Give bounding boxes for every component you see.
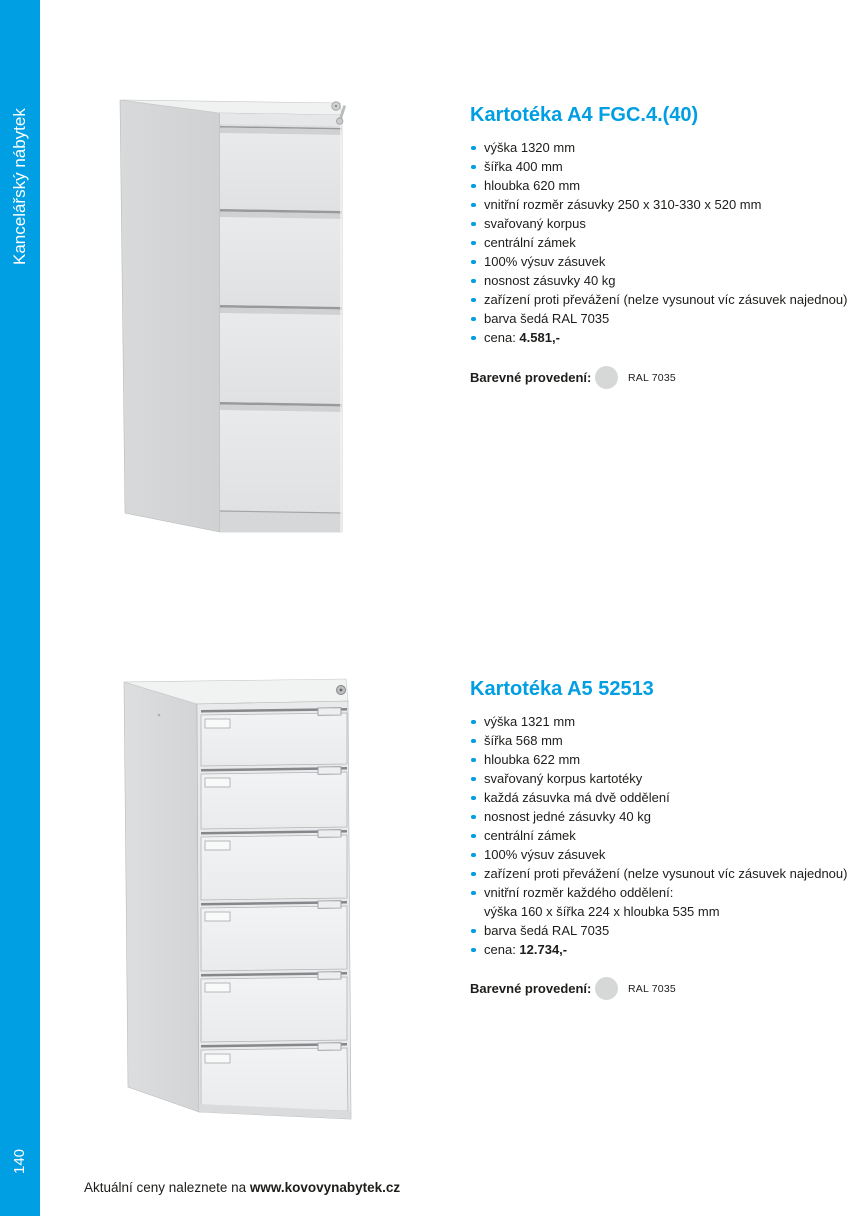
drawer-label-holder xyxy=(205,1054,230,1063)
drawer-handle xyxy=(318,901,341,909)
drawer-label-holder xyxy=(205,912,230,921)
product-image-cabinet-a5 xyxy=(104,671,389,1123)
spec-text: šířka 568 mm xyxy=(484,733,563,748)
spec-text: svařovaný korpus xyxy=(484,216,586,231)
spec-item xyxy=(470,864,860,883)
bullet-icon xyxy=(471,279,476,284)
drawer xyxy=(201,830,347,900)
bullet-icon xyxy=(471,815,476,820)
spec-item xyxy=(470,252,860,271)
bullet-icon xyxy=(471,834,476,839)
spec-text: zařízení proti převážení (nelze vysunout víc zásuvek najednou) xyxy=(484,866,848,881)
bullet-icon xyxy=(471,184,476,189)
drawer-handle xyxy=(318,830,341,838)
drawer xyxy=(201,767,347,829)
cabinet-side xyxy=(124,682,199,1112)
spec-text: vnitřní rozměr zásuvky 250 x 310-330 x 520 mm xyxy=(484,197,762,212)
drawer-label-holder xyxy=(205,719,230,728)
spec-item xyxy=(470,826,860,845)
ral-7035-name: RAL 7035 xyxy=(628,371,676,384)
spec-item xyxy=(470,271,860,290)
spec-item xyxy=(470,769,860,788)
spec-item xyxy=(470,807,860,826)
bullet-icon xyxy=(471,853,476,858)
bullet-icon xyxy=(471,203,476,208)
spec-item xyxy=(470,290,860,309)
price-label: cena: xyxy=(484,330,520,345)
spec-list xyxy=(470,712,860,959)
bullet-icon xyxy=(471,720,476,725)
drawer-label-holder xyxy=(205,778,230,787)
spec-text: centrální zámek xyxy=(484,235,576,250)
spec-text: výška 1321 mm xyxy=(484,714,576,729)
drawer-group xyxy=(220,126,342,513)
footer-note xyxy=(84,1179,400,1196)
spec-item xyxy=(470,233,860,252)
lock-icon xyxy=(337,686,346,695)
spec-text: hloubka 622 mm xyxy=(484,752,581,767)
cabinet-top-rail xyxy=(220,113,342,126)
bullet-icon xyxy=(471,948,476,953)
spec-item xyxy=(470,921,860,940)
price-value: 12.734,- xyxy=(519,942,568,957)
category-sidebar xyxy=(0,0,40,1216)
spec-item xyxy=(470,712,860,731)
drawer-handle xyxy=(318,972,341,980)
price-value: 4.581,- xyxy=(519,330,560,345)
spec-item xyxy=(470,138,860,157)
spec-text: hloubka 620 mm xyxy=(484,178,581,193)
drawer-label-holder xyxy=(205,983,230,992)
spec-item xyxy=(470,195,860,214)
spec-text: barva šedá RAL 7035 xyxy=(484,311,610,326)
price-line xyxy=(470,328,860,347)
drawer-handle xyxy=(318,708,341,716)
page-number: 140 xyxy=(11,1148,28,1174)
bullet-icon xyxy=(471,872,476,877)
drawer-handle xyxy=(318,1043,341,1051)
drawer xyxy=(201,1043,348,1111)
spec-item xyxy=(470,214,860,233)
bullet-icon xyxy=(471,222,476,227)
spec-text: nosnost jedné zásuvky 40 kg xyxy=(484,809,651,824)
product-title: Kartotéka A4 FGC.4.(40) xyxy=(470,104,699,126)
bullet-icon xyxy=(471,796,476,801)
spec-text: výška 160 x šířka 224 x hloubka 535 mm xyxy=(484,904,720,919)
drawer xyxy=(201,708,347,766)
bullet-icon xyxy=(471,260,476,265)
spec-item xyxy=(470,157,860,176)
drawer xyxy=(220,209,342,307)
spec-text: centrální zámek xyxy=(484,828,576,843)
spec-text: barva šedá RAL 7035 xyxy=(484,923,610,938)
spec-item xyxy=(470,902,860,921)
drawer xyxy=(220,126,342,211)
lock-icon xyxy=(332,102,340,110)
spec-text: svařovaný korpus kartotéky xyxy=(484,771,643,786)
side-hole xyxy=(158,714,161,717)
product-title: Kartotéka A5 52513 xyxy=(470,678,654,700)
drawer-handle xyxy=(318,767,341,775)
category-label: Kancelářský nábytek xyxy=(10,108,29,265)
drawer xyxy=(220,305,342,404)
bullet-icon xyxy=(471,891,476,896)
bullet-icon xyxy=(471,317,476,322)
bullet-icon xyxy=(471,758,476,763)
price-line xyxy=(470,940,860,959)
drawer xyxy=(201,901,347,971)
color-variant-row xyxy=(470,366,676,389)
spec-list xyxy=(470,138,860,347)
bullet-icon xyxy=(471,929,476,934)
product-section-a5 xyxy=(470,677,860,959)
product-section-a4 xyxy=(470,103,860,347)
drawer xyxy=(220,402,342,513)
spec-text: vnitřní rozměr každého oddělení: xyxy=(484,885,674,900)
bullet-icon xyxy=(471,739,476,744)
bullet-icon xyxy=(471,165,476,170)
spec-text: nosnost zásuvky 40 kg xyxy=(484,273,616,288)
spec-item xyxy=(470,750,860,769)
spec-item xyxy=(470,176,860,195)
product-image-cabinet-a4 xyxy=(108,90,358,535)
ral-7035-swatch xyxy=(595,366,618,389)
cabinet-side xyxy=(120,100,220,532)
bullet-icon xyxy=(471,146,476,151)
color-variant-label: Barevné provedení: xyxy=(470,370,592,385)
spec-text: výška 1320 mm xyxy=(484,140,576,155)
spec-item xyxy=(470,309,860,328)
spec-text: šířka 400 mm xyxy=(484,159,563,174)
bullet-icon xyxy=(471,336,476,341)
spec-text: zařízení proti převážení (nelze vysunout víc zásuvek najednou) xyxy=(484,292,848,307)
ral-7035-swatch xyxy=(595,977,618,1000)
bullet-icon xyxy=(471,241,476,246)
spec-item xyxy=(470,883,860,902)
spec-text: 100% výsuv zásuvek xyxy=(484,847,606,862)
spec-item xyxy=(470,788,860,807)
spec-item xyxy=(470,845,860,864)
color-variant-label: Barevné provedení: xyxy=(470,981,592,996)
spec-item xyxy=(470,731,860,750)
spec-text: každá zásuvka má dvě oddělení xyxy=(484,790,670,805)
price-label: cena: xyxy=(484,942,520,957)
drawer xyxy=(201,972,347,1042)
color-variant-row xyxy=(470,977,676,1000)
bullet-icon xyxy=(471,777,476,782)
cabinet-base xyxy=(220,511,342,532)
footer-text: Aktuální ceny naleznete na xyxy=(84,1180,250,1195)
spec-text: 100% výsuv zásuvek xyxy=(484,254,606,269)
footer-site-link[interactable]: www.kovovynabytek.cz xyxy=(249,1180,401,1195)
bullet-icon xyxy=(471,298,476,303)
drawer-label-holder xyxy=(205,841,230,850)
ral-7035-name: RAL 7035 xyxy=(628,982,676,995)
